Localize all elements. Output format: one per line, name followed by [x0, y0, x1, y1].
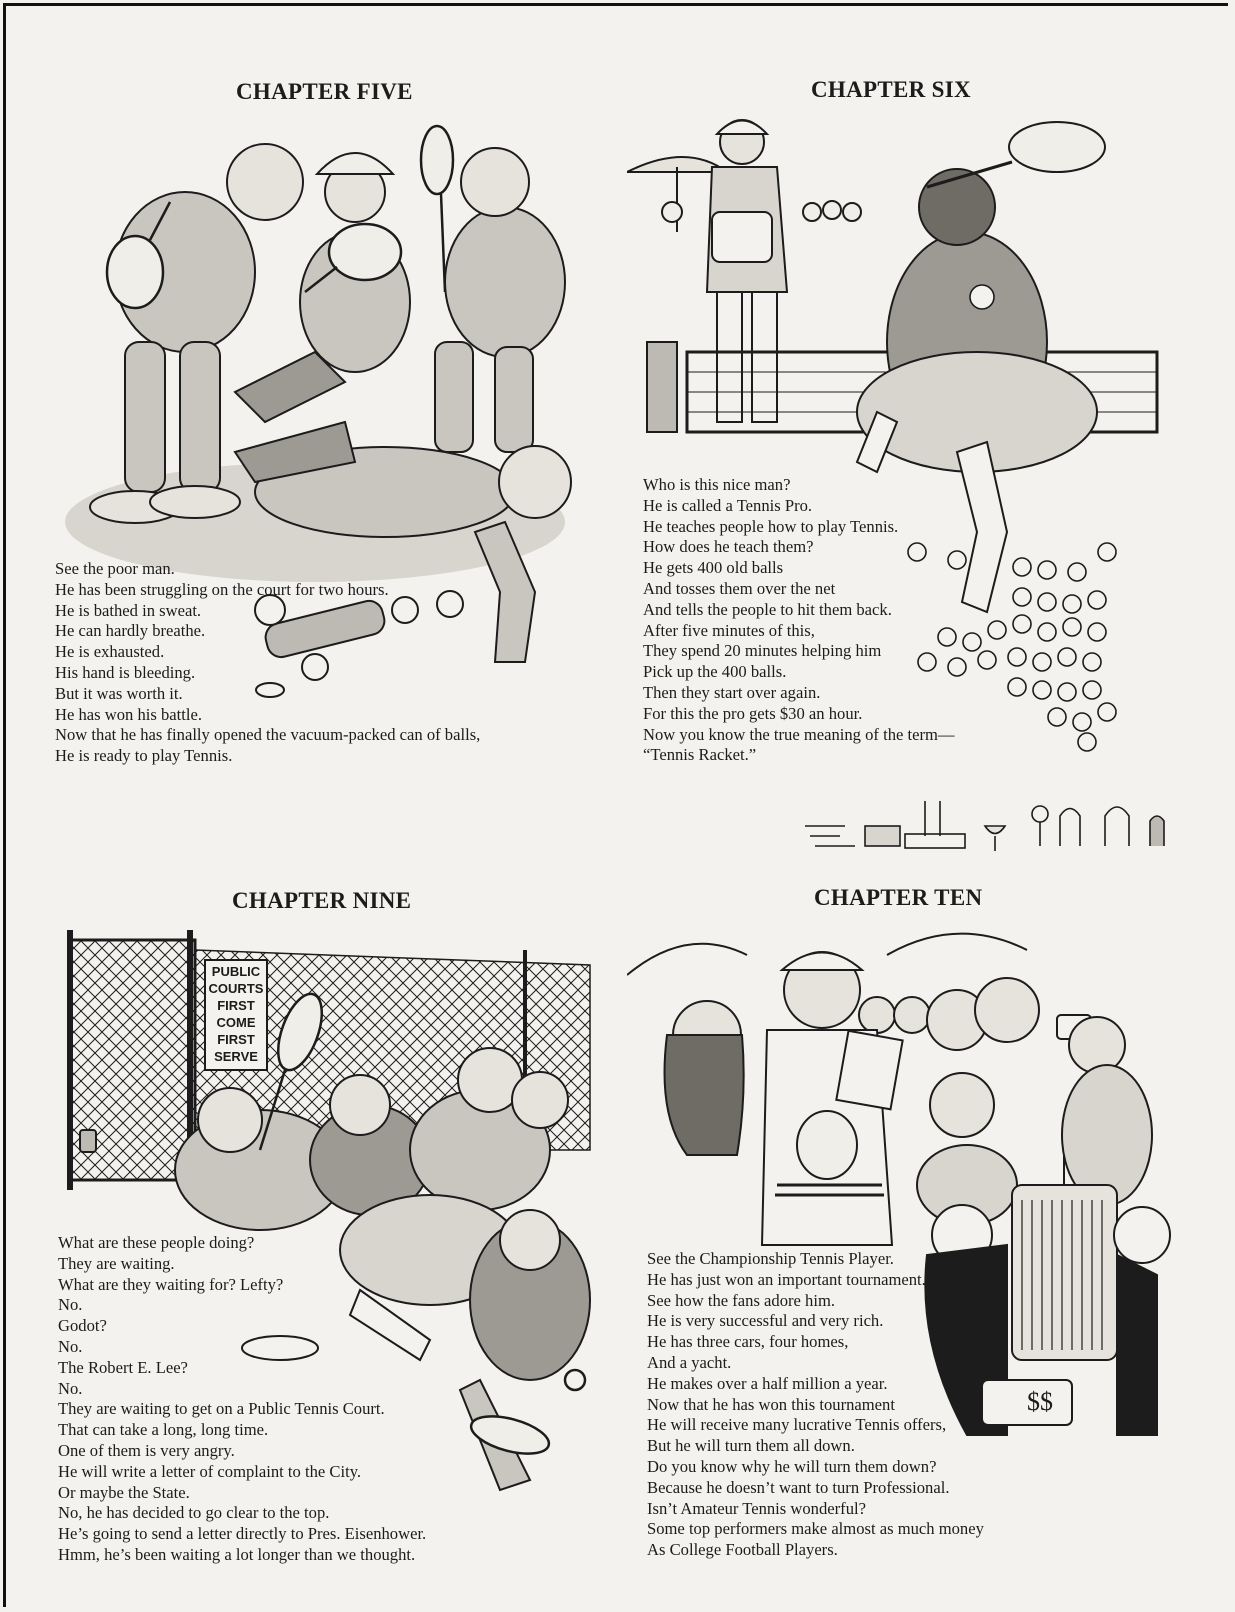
text-line: He’s going to send a letter directly to Pres. Eisenhower.	[58, 1524, 427, 1544]
text-line: What are these people doing?	[58, 1233, 255, 1252]
text-line: He makes over a half million a year.	[647, 1373, 888, 1393]
text-line: Isn’t Amateur Tennis wonderful?	[647, 1498, 866, 1518]
text-line: They are waiting.	[58, 1253, 175, 1273]
chapter-ten-title: CHAPTER TEN	[814, 885, 983, 910]
chapter-ten-text	[647, 1249, 984, 1561]
text-line: Who is this nice man?	[643, 475, 791, 494]
text-line: Now that he has won this tournament	[647, 1394, 895, 1414]
text-line: Godot?	[58, 1316, 107, 1336]
text-line: They spend 20 minutes helping him	[643, 641, 882, 661]
text-line: And a yacht.	[647, 1352, 732, 1372]
text-line: He has won his battle.	[55, 704, 203, 724]
text-line: The Robert E. Lee?	[58, 1357, 188, 1377]
text-line: One of them is very angry.	[58, 1440, 235, 1460]
chapter-six-text	[643, 475, 955, 766]
sign-line: COURTS	[208, 981, 264, 996]
text-line: See how the fans adore him.	[647, 1290, 836, 1310]
text-line: Now you know the true meaning of the term—	[643, 724, 955, 744]
text-line: He is bathed in sweat.	[55, 600, 202, 620]
sign-line: PUBLIC	[211, 964, 261, 979]
text-line: Hmm, he’s been waiting a lot longer than we thought.	[58, 1544, 416, 1564]
license-plate-icon: $$	[1027, 1387, 1053, 1416]
text-line: Now that he has finally opened the vacuum-packed can of balls,	[55, 725, 481, 745]
text-line: He can hardly breathe.	[55, 621, 206, 641]
text-line: After five minutes of this,	[643, 620, 815, 640]
church-scene-icon	[805, 796, 1175, 858]
text-line: And tosses them over the net	[643, 578, 836, 598]
chapter-nine-text	[58, 1233, 426, 1566]
text-line: He is called a Tennis Pro.	[643, 495, 813, 515]
text-line: He has been struggling on the court for two hours.	[55, 579, 389, 599]
text-line: See the Championship Tennis Player.	[647, 1249, 894, 1268]
text-line: And tells the people to hit them back.	[643, 599, 892, 619]
text-line: He is exhausted.	[55, 642, 165, 662]
chapter-five	[0, 0, 617, 800]
text-line: He gets 400 old balls	[643, 558, 784, 578]
text-line: Then they start over again.	[643, 682, 821, 702]
text-line: He teaches people how to play Tennis.	[643, 516, 899, 536]
text-line: He will write a letter of complaint to the City.	[58, 1461, 362, 1481]
sign-line: FIRST	[217, 1032, 255, 1047]
sign-line: FIRST	[217, 998, 255, 1013]
sign-line: COME	[216, 1015, 256, 1030]
chapter-five-text	[55, 559, 480, 767]
text-line: What are they waiting for? Lefty?	[58, 1274, 284, 1294]
text-line: They are waiting to get on a Public Tennis Court.	[58, 1399, 385, 1419]
text-line: Pick up the 400 balls.	[643, 662, 787, 682]
chapter-ten	[617, 860, 1235, 1612]
sign-line: SERVE	[214, 1049, 258, 1064]
chapter-six	[617, 0, 1235, 800]
text-line: See the poor man.	[55, 559, 175, 578]
text-line: For this the pro gets $30 an hour.	[643, 703, 863, 723]
chapter-five-title: CHAPTER FIVE	[236, 79, 413, 104]
text-line: He is very successful and very rich.	[647, 1311, 884, 1331]
text-line: Do you know why he will turn them down?	[647, 1456, 937, 1476]
chapter-six-title: CHAPTER SIX	[811, 77, 971, 102]
text-line: No, he has decided to go clear to the top.	[58, 1503, 330, 1523]
text-line: Because he doesn’t want to turn Professional.	[647, 1477, 950, 1497]
text-line: He has three cars, four homes,	[647, 1332, 849, 1352]
text-line: No.	[58, 1378, 83, 1398]
text-line: But he will turn them all down.	[647, 1436, 855, 1456]
text-line: How does he teach them?	[643, 537, 814, 557]
text-line: As College Football Players.	[647, 1540, 838, 1560]
text-line: But it was worth it.	[55, 683, 183, 703]
text-line: No.	[58, 1336, 83, 1356]
text-line: Some top performers make almost as much money	[647, 1519, 984, 1539]
text-line: “Tennis Racket.”	[643, 745, 757, 765]
text-line: No.	[58, 1295, 83, 1315]
text-line: His hand is bleeding.	[55, 662, 196, 682]
text-line: He is ready to play Tennis.	[55, 746, 233, 766]
chapter-nine-title: CHAPTER NINE	[232, 888, 412, 913]
text-line: Or maybe the State.	[58, 1482, 190, 1502]
chapter-nine	[0, 860, 617, 1612]
text-line: That can take a long, long time.	[58, 1420, 269, 1440]
church-vignette	[805, 796, 1175, 858]
text-line: He has just won an important tournament.	[647, 1269, 926, 1289]
text-line: He will receive many lucrative Tennis offers,	[647, 1415, 947, 1435]
